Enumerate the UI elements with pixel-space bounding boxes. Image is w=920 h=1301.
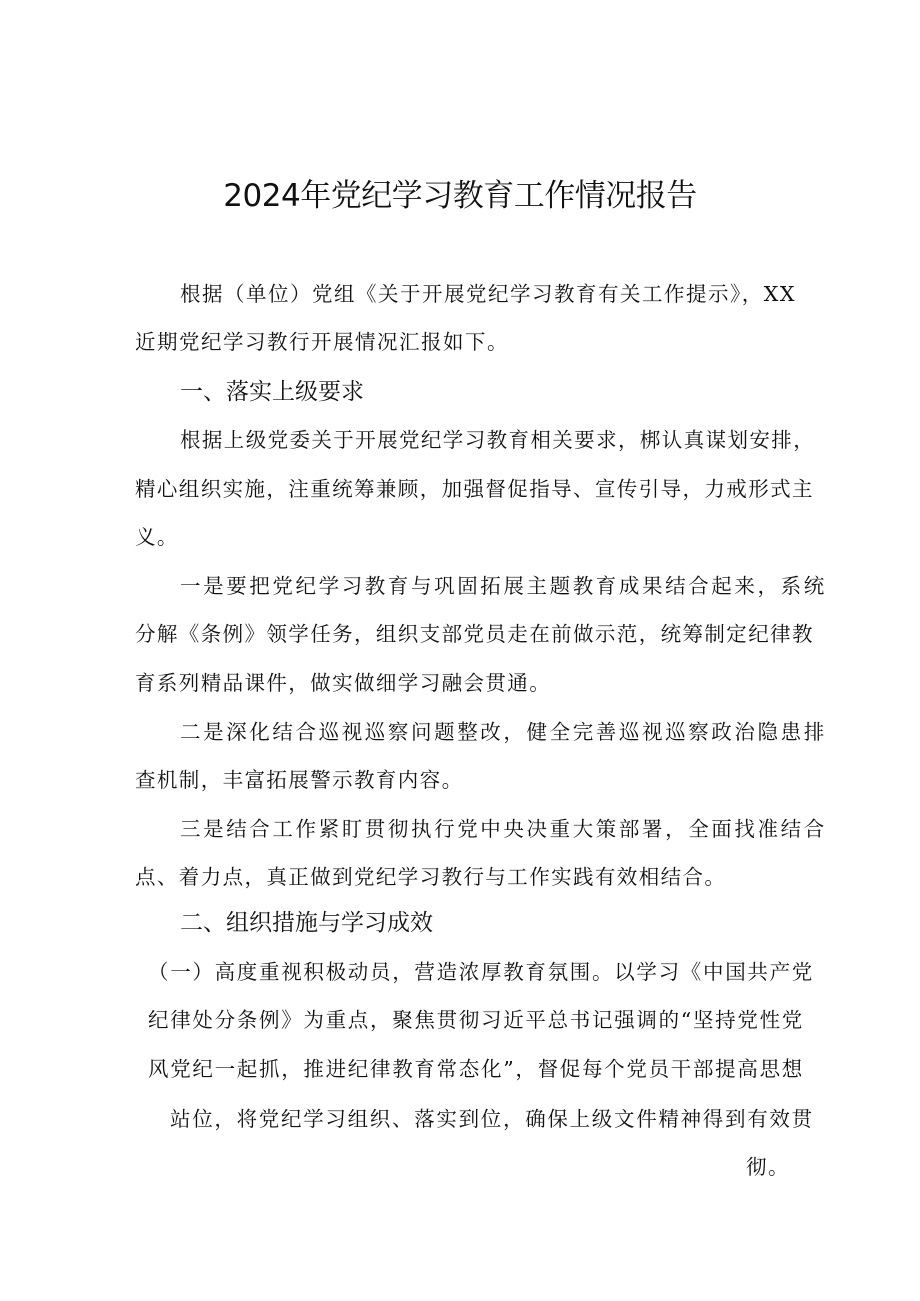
intro-line-1: 根据（单位）党组《关于开展党纪学习教育有关工作提示》，XX <box>180 282 796 306</box>
section-1-heading: 一、落实上级要求 <box>180 379 364 405</box>
s1p3-line-1: 二是深化结合巡视巡察问题整改，健全完善巡视巡察政治隐患排 <box>180 720 827 744</box>
s1p4-line-1: 三是结合工作紧盯贯彻执行党中央决重大策部署，全面找准结合 <box>180 817 827 841</box>
s2p1-line-5: 彻。 <box>746 1155 790 1179</box>
s2p1-line-2: 纪律处分条例》为重点，聚焦贯彻习近平总书记强调的“坚持党性党 <box>148 1008 804 1032</box>
s1p2-line-3: 育系列精品课件，做实做细学习融会贯通。 <box>135 671 552 695</box>
s1p3-line-2: 查机制，丰富拓展警示教育内容。 <box>135 768 464 792</box>
s1p2-line-2: 分解《条例》领学任务，组织支部党员走在前做示范，统筹制定纪律教 <box>135 622 814 646</box>
s1p2-line-1: 一是要把党纪学习教育与巩固拓展主题教育成果结合起来，系统 <box>180 574 827 598</box>
s1p1-line-1: 根据上级党委关于开展党纪学习教育相关要求，梆认真谋划安排， <box>180 428 816 452</box>
s1p4-line-2: 点、着力点，真正做到党纪学习教行与工作实践有效相结合。 <box>135 865 727 889</box>
s1p1-line-3: 义。 <box>135 525 179 549</box>
intro-line-2: 近期党纪学习教行开展情况汇报如下。 <box>135 330 509 354</box>
s2p1-line-3: 风党纪一起抓，推进纪律教育常态化”，督促每个党员干部提高思想 <box>148 1057 804 1081</box>
section-2-heading: 二、组织措施与学习成效 <box>180 910 433 936</box>
s1p1-line-2: 精心组织实施，注重统筹兼顾，加强督促指导、宣传引导，力戒形式主 <box>135 477 814 501</box>
document-title: 2024年党纪学习教育工作情况报告 <box>223 178 697 214</box>
s2p1-line-1: （一）高度重视积极动员，营造浓厚教育氛围。以学习《中国共产党 <box>148 960 814 984</box>
s2p1-line-4: 站位，将党纪学习组织、落实到位，确保上级文件精神得到有效贯 <box>170 1107 814 1131</box>
